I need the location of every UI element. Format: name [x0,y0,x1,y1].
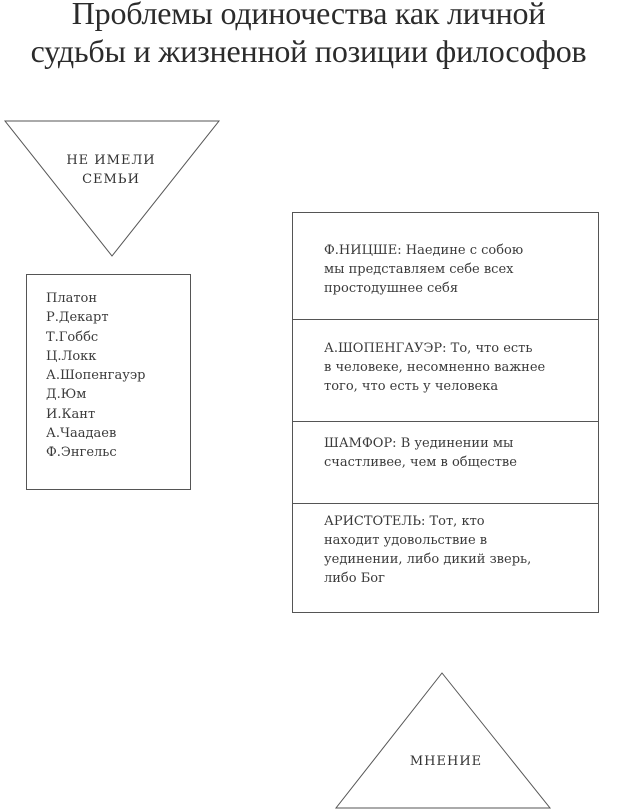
quote-line: того, что есть у человека [324,379,499,394]
philosopher-name: А.Чаадаев [46,426,117,442]
philosopher-name: Д.Юм [46,387,87,403]
philosopher-name: Ц.Локк [46,348,97,364]
quote-schopenhauer [293,320,598,422]
quote-line: находит удовольствие в [324,533,488,548]
philosopher-name: Платон [46,291,98,306]
quote-line: АРИСТОТЕЛЬ: Тот, кто [324,514,485,529]
bottom-triangle-shape [336,673,550,808]
quote-nietzsche [293,213,598,320]
bottom-triangle-label: МНЕНИЕ [409,754,483,769]
title-line-2: судьбы и жизненной позиции философов [30,33,587,69]
quote-line: мы представляем себе всех [324,262,514,277]
philosopher-name: Т.Гоббс [46,329,99,345]
quote-line: простодушнее себя [324,281,459,296]
top-triangle-line-1: НЕ ИМЕЛИ [66,153,156,168]
philosopher-name: Р.Декарт [46,310,109,326]
quote-line: А.ШОПЕНГАУЭР: То, что есть [324,341,533,356]
philosopher-name: И.Кант [46,406,96,422]
quote-aristotle [293,504,598,612]
top-triangle-line-2: СЕМЬИ [82,172,140,187]
philosophers-list [26,274,191,490]
quote-line: Ф.НИЦШЕ: Наедине с собою [324,243,524,258]
top-triangle-label [56,151,166,189]
quote-line: счастливее, чем в обществе [324,455,517,470]
quote-line: уединении, либо дикий зверь, [324,552,532,567]
quote-line: в человеке, несомненно важнее [324,360,546,375]
quotes-table [292,212,599,613]
quote-line: либо Бог [324,571,385,586]
philosopher-name: Ф.Энгельс [46,445,117,461]
philosopher-name: А.Шопенгауэр [46,368,146,384]
quote-line: ШАМФОР: В уединении мы [324,436,514,451]
quote-chamfort [293,422,598,504]
title-line-1: Проблемы одиночества как личной [71,0,546,31]
